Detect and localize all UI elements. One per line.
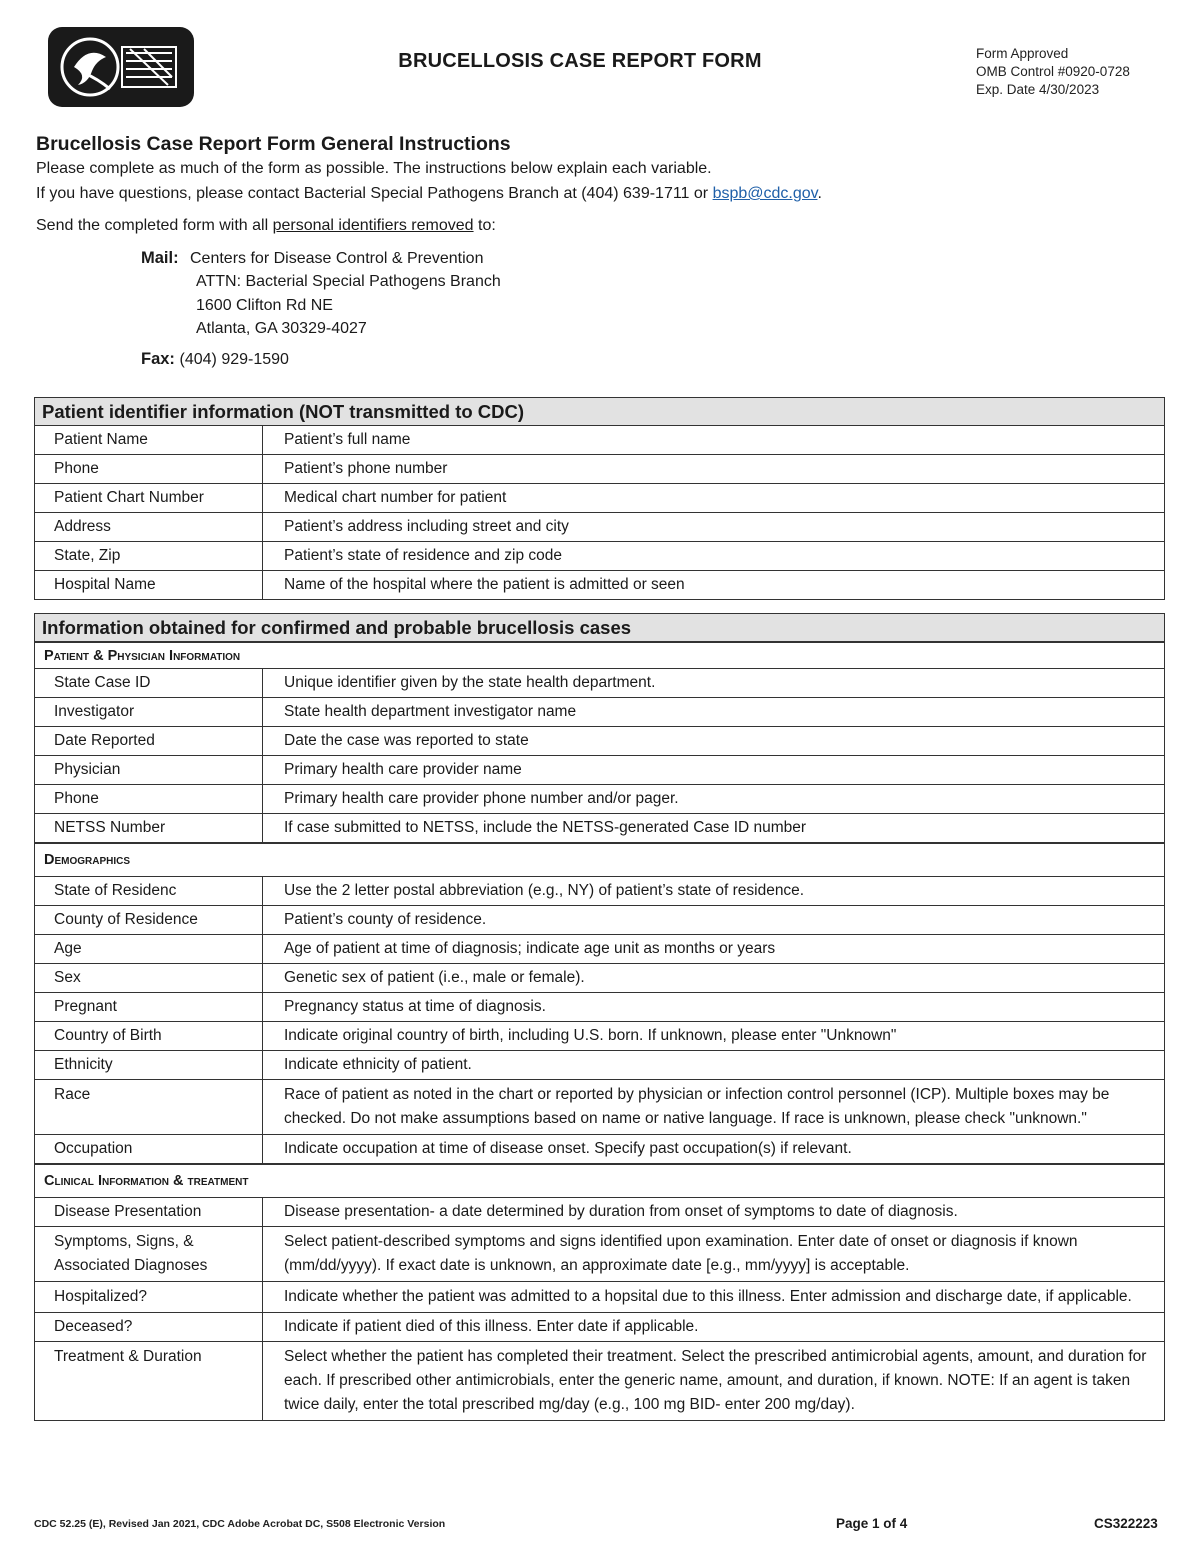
field-label: Hospitalized? xyxy=(35,1282,263,1313)
field-label: Patient Chart Number xyxy=(35,484,263,513)
omb-line: OMB Control #0920-0728 xyxy=(976,64,1130,79)
field-label: Race xyxy=(35,1080,263,1135)
patient-table-title: Patient identifier information (NOT transmitted to CDC) xyxy=(35,398,1165,426)
form-code: CS322223 xyxy=(1094,1516,1158,1531)
field-label: Treatment & Duration xyxy=(35,1342,263,1421)
fax-number: (404) 929-1590 xyxy=(179,351,289,368)
omb-approval-block xyxy=(976,45,1130,99)
field-description: Age of patient at time of diagnosis; indicate age unit as months or years xyxy=(263,935,1165,964)
fax-label-text: Fax: xyxy=(141,350,175,368)
page-number: Page 1 of 4 xyxy=(836,1516,908,1531)
field-label: Occupation xyxy=(35,1135,263,1165)
section-heading: Demographics xyxy=(35,843,1165,877)
omb-line: Form Approved xyxy=(976,46,1069,61)
field-description: Medical chart number for patient xyxy=(263,484,1165,513)
field-description: Primary health care provider phone number and/or pager. xyxy=(263,785,1165,814)
fax-label xyxy=(141,350,289,369)
field-label: Phone xyxy=(35,455,263,484)
field-description: Select whether the patient has completed their treatment. Select the prescribed antimicrobial agents, amount, and duration for each. If prescribed other antimicrobials, enter the generic name, amount, and duration, if known. NOTE: If an agent is taken twice daily, enter the total prescribed mg/day (e.g., 100 mg BID- enter 200 mg/day). xyxy=(263,1342,1165,1421)
field-label: Country of Birth xyxy=(35,1022,263,1051)
field-label: Phone xyxy=(35,785,263,814)
field-description: Date the case was reported to state xyxy=(263,727,1165,756)
field-label: Patient Name xyxy=(35,426,263,455)
field-description: Patient’s state of residence and zip code xyxy=(263,542,1165,571)
case-information-table xyxy=(34,613,1165,1421)
field-label: Symptoms, Signs, & Associated Diagnoses xyxy=(35,1227,263,1282)
field-description: State health department investigator name xyxy=(263,698,1165,727)
field-label: State of Residenc xyxy=(35,877,263,906)
contact-suffix: . xyxy=(817,185,822,202)
field-description: Name of the hospital where the patient is admitted or seen xyxy=(263,571,1165,600)
section-heading: Clinical Information & treatment xyxy=(35,1164,1165,1198)
section-heading: Patient & Physician Information xyxy=(35,642,1165,669)
mail-label: Mail: xyxy=(141,249,179,267)
contact-text: If you have questions, please contact Bacterial Special Pathogens Branch at (404) 639-1711 or xyxy=(36,185,713,202)
field-label: Sex xyxy=(35,964,263,993)
send-instructions xyxy=(36,217,496,235)
field-label: State Case ID xyxy=(35,669,263,698)
send-underlined: personal identifiers removed xyxy=(272,217,474,234)
field-label: Ethnicity xyxy=(35,1051,263,1080)
mail-address-line: Atlanta, GA 30329-4027 xyxy=(196,320,367,337)
field-description: Indicate occupation at time of disease onset. Specify past occupation(s) if relevant. xyxy=(263,1135,1165,1165)
field-label: Address xyxy=(35,513,263,542)
field-description: Patient’s address including street and city xyxy=(263,513,1165,542)
field-label: Deceased? xyxy=(35,1313,263,1342)
field-description: Use the 2 letter postal abbreviation (e.g., NY) of patient’s state of residence. xyxy=(263,877,1165,906)
field-description: Select patient-described symptoms and signs identified upon examination. Enter date of onset or diagnosis if known (mm/dd/yyyy). If exact date is unknown, an approximate date [e.g., mm/yyyy] is acceptable. xyxy=(263,1227,1165,1282)
hhs-logo xyxy=(48,27,194,107)
hhs-eagle-icon xyxy=(48,27,194,107)
field-description: Patient’s phone number xyxy=(263,455,1165,484)
instructions-line-2 xyxy=(36,185,822,203)
field-description: Patient’s county of residence. xyxy=(263,906,1165,935)
field-description: Indicate if patient died of this illness. Enter date if applicable. xyxy=(263,1313,1165,1342)
field-description: Race of patient as noted in the chart or reported by physician or infection control personnel (ICP). Multiple boxes may be checked. Do not make assumptions based on name or native language. If race is unknown, please check "unknown." xyxy=(263,1080,1165,1135)
field-description: Pregnancy status at time of diagnosis. xyxy=(263,993,1165,1022)
field-description: Unique identifier given by the state health department. xyxy=(263,669,1165,698)
case-table-title: Information obtained for confirmed and probable brucellosis cases xyxy=(35,614,1165,643)
field-description: Disease presentation- a date determined by duration from onset of symptoms to date of diagnosis. xyxy=(263,1198,1165,1227)
field-description: If case submitted to NETSS, include the NETSS-generated Case ID number xyxy=(263,814,1165,844)
instructions-heading: Brucellosis Case Report Form General Instructions xyxy=(36,133,511,155)
field-description: Indicate original country of birth, including U.S. born. If unknown, please enter "Unknown" xyxy=(263,1022,1165,1051)
field-description: Patient’s full name xyxy=(263,426,1165,455)
field-label: Physician xyxy=(35,756,263,785)
omb-line: Exp. Date 4/30/2023 xyxy=(976,82,1100,97)
form-revision-note: CDC 52.25 (E), Revised Jan 2021, CDC Adobe Acrobat DC, S508 Electronic Version xyxy=(34,1518,446,1530)
field-label: Date Reported xyxy=(35,727,263,756)
field-description: Indicate ethnicity of patient. xyxy=(263,1051,1165,1080)
mail-address-line: 1600 Clifton Rd NE xyxy=(196,297,333,314)
field-label: County of Residence xyxy=(35,906,263,935)
mail-address-line: Centers for Disease Control & Prevention xyxy=(190,250,484,267)
field-label: Disease Presentation xyxy=(35,1198,263,1227)
field-label: NETSS Number xyxy=(35,814,263,844)
email-link[interactable]: bspb@cdc.gov xyxy=(712,185,818,202)
patient-identifier-table xyxy=(34,397,1165,600)
field-description: Genetic sex of patient (i.e., male or female). xyxy=(263,964,1165,993)
field-label: Age xyxy=(35,935,263,964)
field-label: State, Zip xyxy=(35,542,263,571)
field-label: Investigator xyxy=(35,698,263,727)
send-prefix: Send the completed form with all xyxy=(36,217,273,234)
send-suffix: to: xyxy=(473,217,496,234)
instructions-line-1: Please complete as much of the form as possible. The instructions below explain each variable. xyxy=(36,160,712,177)
field-label: Pregnant xyxy=(35,993,263,1022)
field-label: Hospital Name xyxy=(35,571,263,600)
field-description: Indicate whether the patient was admitted to a hopsital due to this illness. Enter admission and discharge date, if applicable. xyxy=(263,1282,1165,1313)
field-description: Primary health care provider name xyxy=(263,756,1165,785)
form-title: BRUCELLOSIS CASE REPORT FORM xyxy=(398,50,762,72)
mail-address-line: ATTN: Bacterial Special Pathogens Branch xyxy=(196,273,501,290)
